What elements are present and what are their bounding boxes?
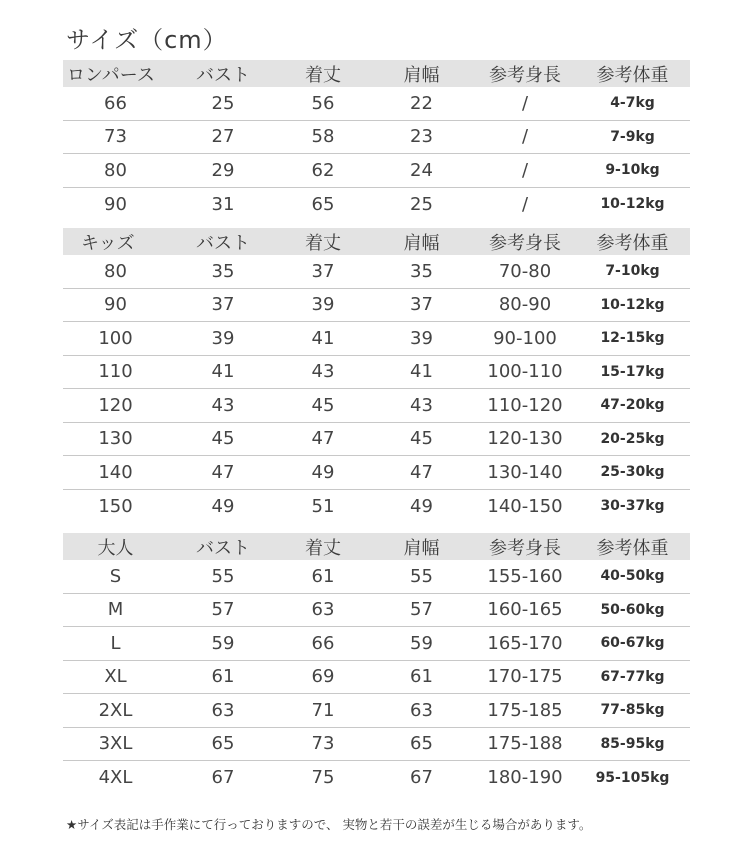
table-cell: 9-10kg — [605, 162, 660, 179]
table-cell: 57 — [211, 599, 235, 621]
table-cell: 31 — [211, 193, 235, 215]
header-cell: 着丈 — [305, 232, 341, 254]
table-cell: 120-130 — [487, 428, 563, 450]
table-cell: 41 — [311, 327, 335, 349]
header-cell: 肩幅 — [403, 232, 440, 254]
table-cell: 10-12kg — [600, 296, 665, 313]
table-cell: 41 — [410, 361, 433, 383]
table-row — [63, 121, 690, 155]
header-cell: 着丈 — [305, 537, 341, 559]
header-cell: 肩幅 — [403, 64, 440, 86]
table-cell: 110 — [98, 361, 133, 383]
header-cell: キッズ — [81, 232, 135, 254]
table-row — [63, 255, 690, 289]
table-cell: 25 — [410, 193, 433, 215]
table-cell: M — [107, 599, 124, 621]
header-cell: 肩幅 — [403, 537, 440, 559]
table-cell: 95-105kg — [595, 769, 670, 786]
table-cell: 47 — [211, 461, 235, 483]
table-cell: 35 — [410, 260, 433, 282]
table-header — [63, 228, 690, 255]
table-cell: 77-85kg — [600, 702, 665, 719]
table-row — [63, 322, 690, 356]
table-row — [63, 456, 690, 490]
header-cell: バスト — [196, 537, 250, 559]
size-table-rompers — [63, 60, 690, 221]
table-cell: 61 — [410, 666, 433, 688]
table-cell: 25-30kg — [600, 464, 665, 481]
table-cell: 66 — [311, 632, 335, 654]
table-cell: 7-10kg — [605, 263, 660, 280]
table-cell: 55 — [211, 565, 235, 587]
table-cell: 170-175 — [487, 666, 563, 688]
table-cell: 43 — [311, 361, 335, 383]
table-cell: / — [521, 193, 529, 215]
table-row — [63, 490, 690, 524]
table-cell: 63 — [410, 699, 433, 721]
table-cell: 80 — [104, 159, 127, 181]
table-row — [63, 289, 690, 323]
table-row — [63, 423, 690, 457]
table-cell: 29 — [211, 159, 235, 181]
table-cell: 110-120 — [487, 394, 563, 416]
table-cell: 65 — [311, 193, 335, 215]
table-cell: 56 — [311, 92, 335, 114]
table-cell: 39 — [211, 327, 235, 349]
footnote: ★サイズ表記は手作業にて行っておりますので、 実物と若干の誤差が生じる場合があります。 — [66, 817, 592, 832]
table-cell: 27 — [211, 126, 235, 148]
header-cell: バスト — [196, 64, 250, 86]
table-cell: 47 — [410, 461, 433, 483]
table-cell: 24 — [410, 159, 433, 181]
table-cell: 12-15kg — [600, 330, 665, 347]
table-cell: 80-90 — [498, 294, 552, 316]
table-row — [63, 188, 690, 222]
table-header — [63, 533, 690, 560]
table-cell: 57 — [410, 599, 433, 621]
table-cell: 160-165 — [487, 599, 563, 621]
table-cell: 80 — [104, 260, 127, 282]
table-row — [63, 728, 690, 762]
table-cell: 37 — [410, 294, 433, 316]
table-cell: 43 — [410, 394, 433, 416]
table-cell: 90 — [104, 193, 127, 215]
table-cell: 120 — [98, 394, 133, 416]
table-cell: 65 — [410, 733, 433, 755]
table-cell: 70-80 — [498, 260, 552, 282]
table-cell: 67 — [410, 767, 433, 789]
table-cell: 51 — [311, 495, 335, 517]
size-table-kids — [63, 228, 690, 523]
table-cell: 165-170 — [487, 632, 563, 654]
table-cell: 65 — [211, 733, 235, 755]
table-cell: 180-190 — [487, 767, 563, 789]
table-cell: 47-20kg — [600, 397, 665, 414]
table-row — [63, 560, 690, 594]
table-cell: 50-60kg — [600, 601, 665, 618]
page-title: サイズ（cm） — [66, 26, 228, 54]
table-cell: 2XL — [98, 699, 133, 721]
table-cell: 47 — [311, 428, 335, 450]
table-cell: 61 — [311, 565, 335, 587]
header-cell: ロンパース — [67, 64, 155, 86]
table-cell: 155-160 — [487, 565, 563, 587]
table-row — [63, 661, 690, 695]
table-cell: 130 — [98, 428, 133, 450]
table-cell: 71 — [311, 699, 335, 721]
table-cell: 100-110 — [487, 361, 563, 383]
table-cell: 49 — [311, 461, 335, 483]
table-cell: 15-17kg — [600, 363, 665, 380]
table-cell: 73 — [311, 733, 335, 755]
table-cell: 30-37kg — [600, 498, 665, 515]
header-cell: 参考身長 — [489, 537, 561, 559]
table-cell: 3XL — [98, 733, 133, 755]
table-cell: 60-67kg — [600, 635, 665, 652]
table-row — [63, 627, 690, 661]
table-cell: 62 — [311, 159, 335, 181]
table-cell: 59 — [211, 632, 235, 654]
header-cell: バスト — [196, 232, 250, 254]
header-cell: 大人 — [97, 537, 134, 559]
table-cell: 10-12kg — [600, 196, 665, 213]
table-cell: 7-9kg — [610, 128, 655, 145]
table-row — [63, 761, 690, 795]
table-cell: 4-7kg — [610, 95, 655, 112]
header-cell: 参考身長 — [489, 64, 561, 86]
table-cell: 59 — [410, 632, 433, 654]
table-cell: 49 — [211, 495, 235, 517]
size-table-adults — [63, 533, 690, 795]
table-cell: 85-95kg — [600, 735, 665, 752]
table-cell: 37 — [211, 294, 235, 316]
table-cell: 150 — [98, 495, 133, 517]
table-row — [63, 356, 690, 390]
header-cell: 着丈 — [305, 64, 341, 86]
header-cell: 参考体重 — [596, 537, 669, 559]
table-cell: 140 — [98, 461, 133, 483]
table-cell: 67 — [211, 767, 235, 789]
table-cell: 100 — [98, 327, 133, 349]
table-cell: 69 — [311, 666, 335, 688]
table-row — [63, 154, 690, 188]
table-row — [63, 594, 690, 628]
table-cell: / — [521, 92, 529, 114]
table-cell: 23 — [410, 126, 433, 148]
table-cell: 49 — [410, 495, 433, 517]
table-cell: 73 — [104, 126, 127, 148]
table-cell: 37 — [311, 260, 335, 282]
header-cell: 参考体重 — [596, 64, 669, 86]
table-cell: 63 — [211, 699, 235, 721]
table-cell: 22 — [410, 92, 433, 114]
table-cell: 20-25kg — [600, 430, 665, 447]
table-cell: 40-50kg — [600, 568, 665, 585]
table-cell: 130-140 — [487, 461, 563, 483]
table-cell: 90-100 — [493, 327, 557, 349]
table-cell: 35 — [211, 260, 235, 282]
table-cell: 66 — [104, 92, 127, 114]
table-cell: 63 — [311, 599, 335, 621]
table-header — [63, 60, 690, 87]
table-cell: 140-150 — [487, 495, 563, 517]
table-cell: 55 — [410, 565, 433, 587]
table-cell: 4XL — [98, 767, 133, 789]
table-cell: 58 — [311, 126, 335, 148]
table-cell: L — [110, 632, 121, 654]
table-cell: 45 — [311, 394, 335, 416]
header-cell: 参考身長 — [489, 232, 561, 254]
table-cell: 43 — [211, 394, 235, 416]
table-cell: 45 — [211, 428, 235, 450]
table-cell: 175-185 — [487, 699, 563, 721]
table-cell: / — [521, 159, 529, 181]
table-cell: 75 — [311, 767, 335, 789]
table-cell: XL — [104, 666, 127, 688]
table-row — [63, 389, 690, 423]
table-cell: 67-77kg — [600, 668, 665, 685]
table-cell: 90 — [104, 294, 127, 316]
table-cell: 45 — [410, 428, 433, 450]
table-cell: 39 — [311, 294, 335, 316]
table-row — [63, 87, 690, 121]
table-cell: 175-188 — [487, 733, 563, 755]
table-cell: / — [521, 126, 529, 148]
table-cell: S — [109, 565, 122, 587]
header-cell: 参考体重 — [596, 232, 669, 254]
table-cell: 39 — [410, 327, 433, 349]
table-row — [63, 694, 690, 728]
table-cell: 25 — [211, 92, 235, 114]
table-cell: 61 — [211, 666, 235, 688]
table-cell: 41 — [211, 361, 235, 383]
